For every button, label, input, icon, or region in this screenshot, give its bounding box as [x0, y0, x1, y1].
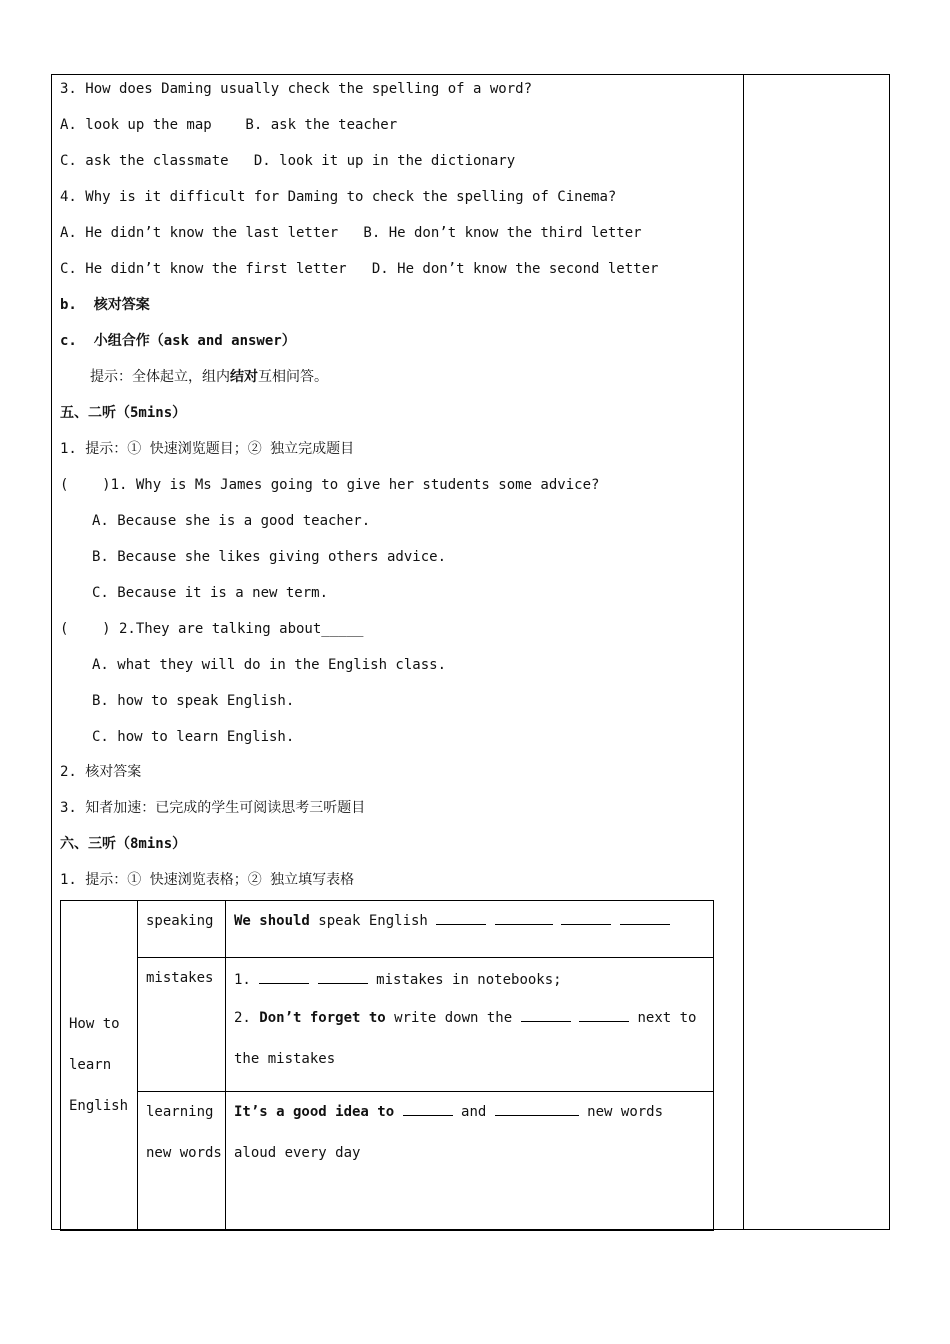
- section-5-question-1: ( )1. Why is Ms James going to give her students some advice?: [60, 477, 600, 493]
- question-4-options-cd: C. He didn’t know the first letter D. He don’t know the second letter: [60, 261, 659, 277]
- new-words-sentence: It’s a good idea to and new words aloud every day: [234, 1104, 672, 1161]
- section-5-q1-option-b: B. Because she likes giving others advice.: [92, 549, 447, 565]
- answer-blank[interactable]: [436, 912, 486, 925]
- row-label-learning-new-words: learning new words: [146, 1104, 222, 1161]
- answer-blank[interactable]: [259, 971, 309, 984]
- row-label-cell: [138, 1092, 226, 1231]
- section-5-q2-option-a: A. what they will do in the English class.: [92, 657, 447, 673]
- section-5-check: 2. 核对答案: [60, 764, 142, 780]
- question-4-options-ab: A. He didn’t know the last letter B. He don’t know the third letter: [60, 225, 642, 241]
- tip-prefix: 提示：全体起立，组内: [90, 369, 230, 385]
- section-6-tip: 1. 提示：① 快速浏览表格；② 独立填写表格: [60, 872, 355, 888]
- tip-suffix: 互相问答。: [258, 369, 328, 385]
- answer-blank[interactable]: [318, 971, 368, 984]
- fill-in-table: [60, 900, 714, 1231]
- section-5-q2-option-c: C. how to learn English.: [92, 729, 295, 745]
- answer-blank[interactable]: [579, 1009, 629, 1022]
- row-label-cell: [138, 901, 226, 958]
- section-5-q2-option-b: B. how to speak English.: [92, 693, 295, 709]
- tip-bold: 结对: [230, 369, 258, 385]
- mistakes-line-2: 2. Don’t forget to write down the next to the mistakes: [234, 1010, 705, 1067]
- section-5-tip: 1. 提示：① 快速浏览题目；② 独立完成题目: [60, 441, 355, 457]
- answer-blank[interactable]: [495, 912, 553, 925]
- answer-blank[interactable]: [521, 1009, 571, 1022]
- answer-blank[interactable]: [620, 912, 670, 925]
- answer-blank[interactable]: [561, 912, 611, 925]
- row-content-new-words: [226, 1092, 714, 1231]
- section-5-question-2: ( ) 2.They are talking about_____: [60, 621, 364, 637]
- row-content-mistakes: [226, 958, 714, 1092]
- mistakes-line-1: 1. mistakes in notebooks;: [234, 972, 562, 988]
- speaking-sentence: We should speak English: [226, 901, 713, 942]
- topic-cell: [61, 901, 138, 1231]
- column-divider: [743, 74, 744, 1230]
- question-4: 4. Why is it difficult for Daming to check the spelling of Cinema?: [60, 189, 617, 205]
- step-c: c. 小组合作（ask and answer）: [60, 333, 296, 349]
- question-3-options-cd: C. ask the classmate D. look it up in the dictionary: [60, 153, 516, 169]
- row-label-mistakes: mistakes: [146, 970, 214, 986]
- question-3: 3. How does Daming usually check the spelling of a word?: [60, 81, 533, 97]
- row-label-speaking: speaking: [146, 913, 214, 929]
- section-5-speedup: 3. 知者加速：已完成的学生可阅读思考三听题目: [60, 800, 366, 816]
- section-5-q1-option-a: A. Because she is a good teacher.: [92, 513, 371, 529]
- section-5-q1-option-c: C. Because it is a new term.: [92, 585, 329, 601]
- step-b: b. 核对答案: [60, 297, 150, 313]
- row-content-speaking: [226, 901, 714, 958]
- question-3-options-ab: A. look up the map B. ask the teacher: [60, 117, 398, 133]
- answer-blank[interactable]: [495, 1103, 579, 1116]
- section-6-heading: 六、三听（8mins）: [60, 836, 187, 852]
- row-label-cell: [138, 958, 226, 1092]
- answer-blank[interactable]: [403, 1103, 453, 1116]
- section-5-heading: 五、二听（5mins）: [60, 405, 187, 421]
- topic-label: How to learn English: [69, 1016, 129, 1114]
- tip-line: [90, 368, 328, 386]
